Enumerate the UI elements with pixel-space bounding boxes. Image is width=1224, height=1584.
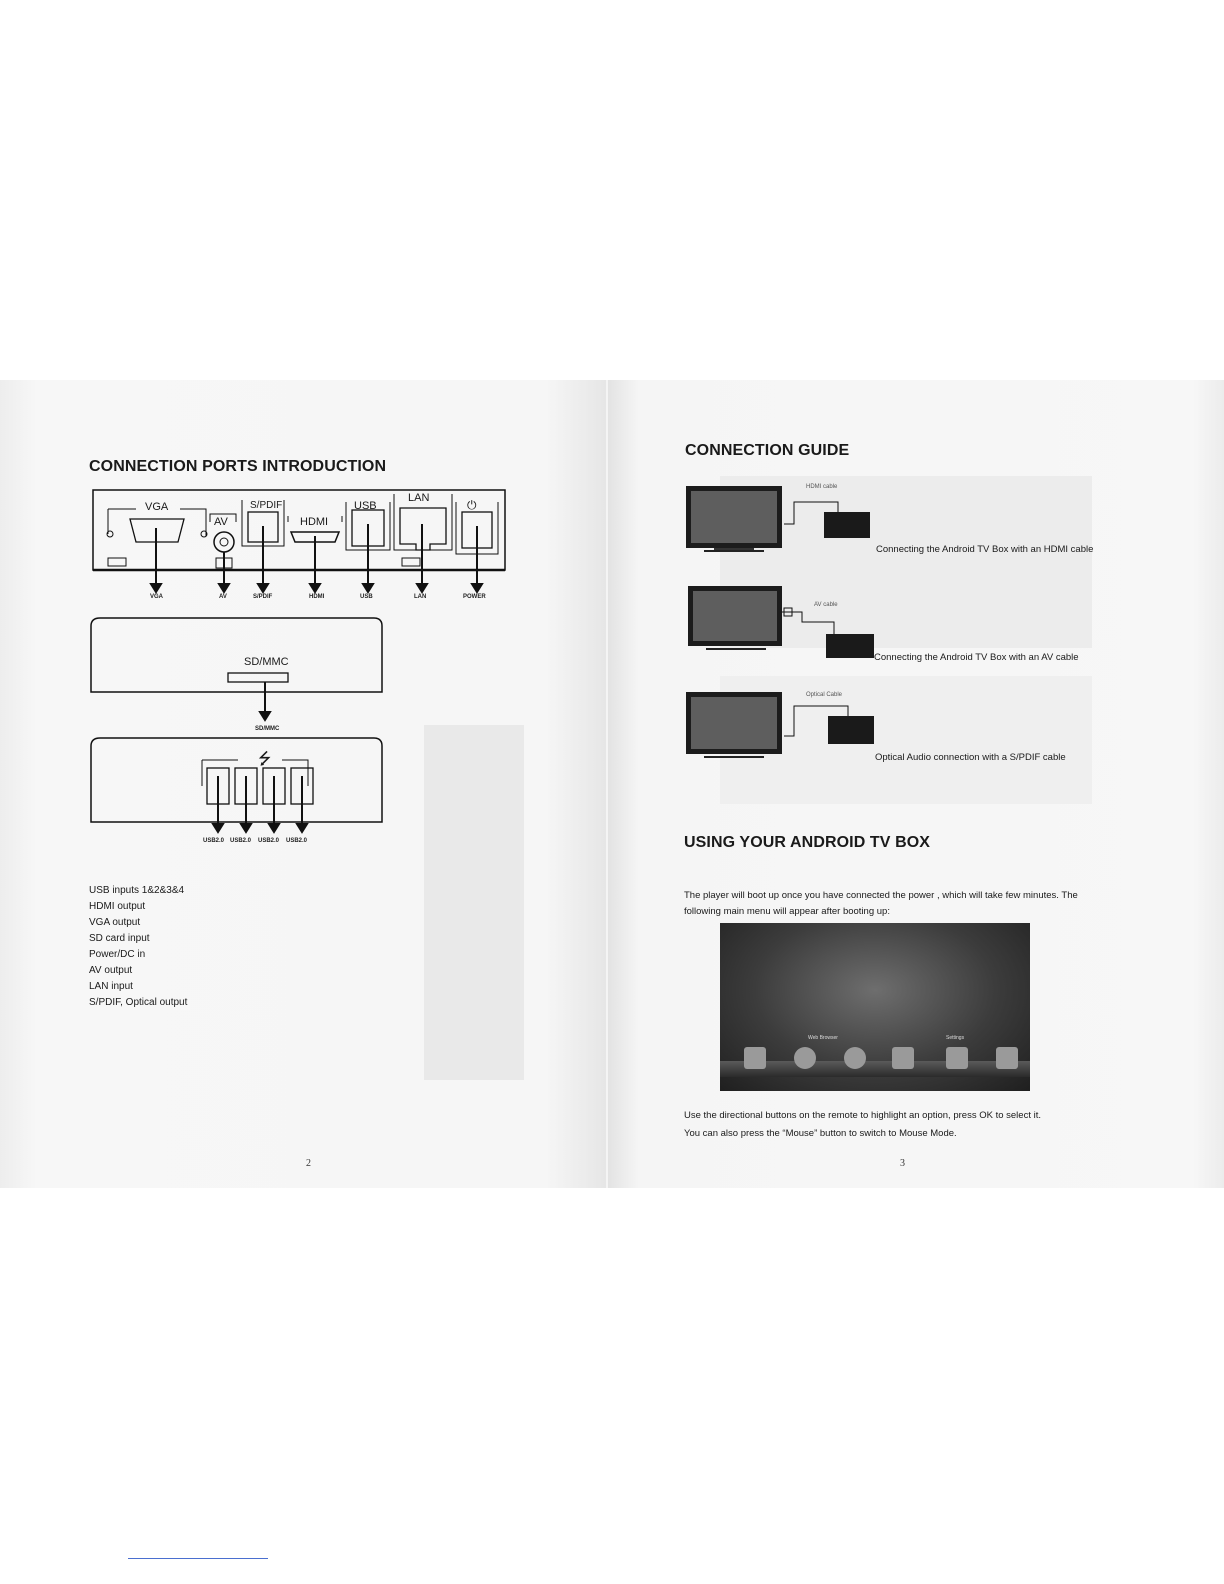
usb-symbol-icon: ⭍: [258, 751, 272, 768]
list-item: HDMI output: [89, 901, 146, 912]
page-number-right: 3: [900, 1158, 905, 1169]
panel-label-usb: USB: [354, 500, 377, 512]
caption-sd: SD/MMC: [255, 726, 280, 732]
hdmi-caption: Connecting the Android TV Box with an HDMI cable: [876, 544, 1094, 555]
browser-app-icon: [794, 1047, 816, 1069]
caption-spdif: S/PDIF: [253, 594, 273, 600]
menu-label-settings: Settings: [946, 1035, 965, 1041]
av-caption: Connecting the Android TV Box with an AV cable: [874, 652, 1079, 663]
caption-usb4: USB2.0: [286, 838, 308, 844]
using-box-heading: USING YOUR ANDROID TV BOX: [684, 834, 931, 851]
list-item: S/PDIF, Optical output: [89, 997, 188, 1008]
ports-heading: CONNECTION PORTS INTRODUCTION: [89, 458, 387, 475]
sd-panel-diagram: [90, 616, 390, 726]
optical-cable-label: Optical Cable: [806, 692, 843, 698]
main-menu-screenshot: [720, 923, 1030, 1091]
tv-av-illustration: [686, 584, 886, 664]
caption-hdmi: HDMI: [309, 594, 325, 600]
manual-spread: [0, 380, 1224, 1188]
caption-av: AV: [219, 594, 227, 600]
hdmi-cable-label: HDMI cable: [806, 484, 838, 490]
menu-shelf: [720, 1061, 1030, 1077]
right-page: [608, 380, 1224, 1188]
panel-label-vga: VGA: [145, 501, 169, 513]
media-app-icon: [996, 1047, 1018, 1069]
settings-app-icon: [946, 1047, 968, 1069]
caption-usb2: USB2.0: [230, 838, 252, 844]
tv-optical-illustration: [684, 690, 884, 770]
optical-caption: Optical Audio connection with a S/PDIF cable: [875, 752, 1066, 763]
list-item: Power/DC in: [89, 949, 146, 960]
joystick-app-icon: [892, 1047, 914, 1069]
list-item: VGA output: [89, 917, 141, 928]
caption-usb3: USB2.0: [258, 838, 280, 844]
left-page: [0, 380, 606, 1188]
tv-hdmi-illustration: [684, 484, 884, 562]
panel-label-hdmi: HDMI: [300, 516, 329, 528]
caption-power: POWER: [463, 594, 486, 600]
sd-panel-label: SD/MMC: [244, 656, 289, 668]
blue-rule: [128, 1558, 268, 1559]
caption-usb: USB: [360, 594, 373, 600]
list-item: AV output: [89, 965, 133, 976]
android-app-icon: [744, 1047, 766, 1069]
list-item: LAN input: [89, 981, 133, 992]
list-item: USB inputs 1&2&3&4: [89, 885, 185, 896]
page-number-left: 2: [306, 1158, 311, 1169]
intro-line-1: The player will boot up once you have connected the power , which will take few minutes. The: [684, 890, 1078, 901]
caption-vga: VGA: [150, 594, 164, 600]
globe-app-icon: [844, 1047, 866, 1069]
panel-label-spdif: S/PDIF: [250, 500, 283, 511]
panel-label-lan: LAN: [408, 492, 430, 504]
usb-panel-diagram: [90, 736, 390, 846]
power-symbol-icon: ⏻: [467, 498, 477, 512]
intro-line-2: following main menu will appear after booting up:: [684, 906, 890, 917]
caption-lan: LAN: [414, 594, 427, 600]
connection-guide-heading: CONNECTION GUIDE: [685, 442, 850, 459]
caption-usb1: USB2.0: [203, 838, 225, 844]
av-cable-label: AV cable: [814, 602, 838, 608]
ports-list: [89, 883, 187, 1011]
list-item: SD card input: [89, 933, 150, 944]
menu-label-browser: Web Browser: [808, 1035, 838, 1041]
outro-line-1: Use the directional buttons on the remote to highlight an option, press OK to select it.: [684, 1110, 1041, 1121]
panel-label-av: AV: [214, 516, 228, 528]
bleed-through-shadow: [424, 725, 524, 1080]
outro-line-2: You can also press the “Mouse” button to switch to Mouse Mode.: [684, 1128, 957, 1139]
